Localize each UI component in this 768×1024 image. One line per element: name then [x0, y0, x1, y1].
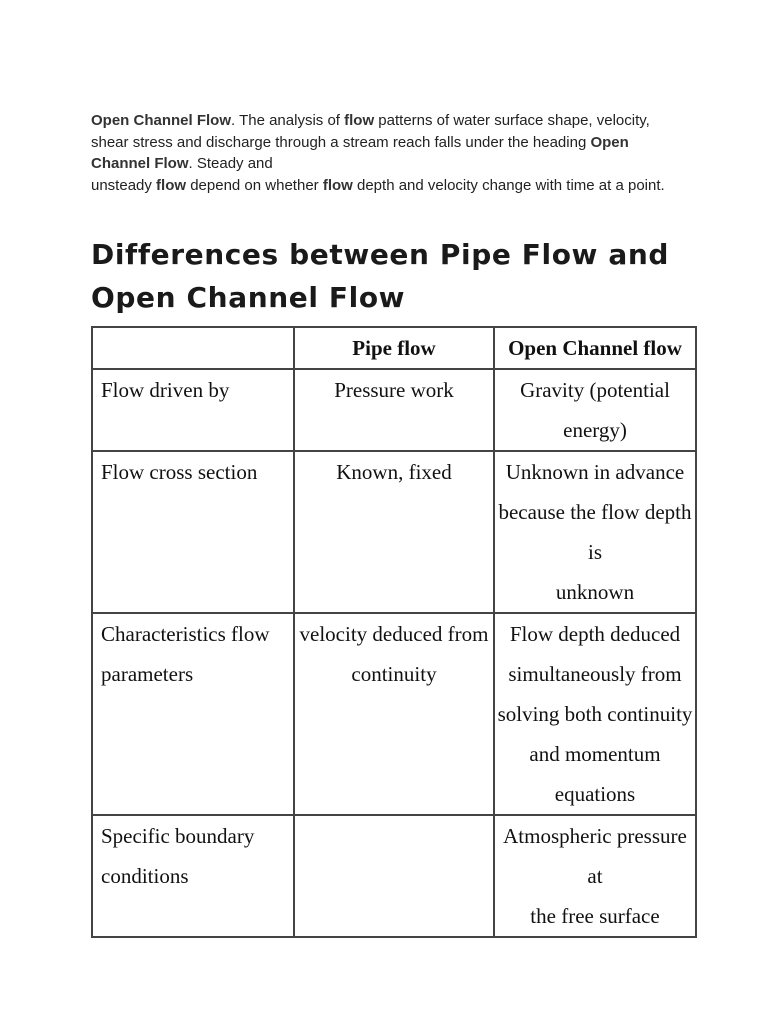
table-row	[92, 369, 696, 451]
table-row	[92, 815, 696, 937]
intro-text: . The analysis of	[231, 112, 345, 129]
open-channel-cell: Unknown in advance because the flow depth is unknown	[494, 451, 696, 613]
row-label: Characteristics flow parameters	[92, 613, 294, 815]
table-row	[92, 451, 696, 613]
comparison-table	[91, 326, 697, 938]
intro-bold-term: Open Channel Flow	[91, 133, 629, 172]
intro-bold-term: flow	[156, 176, 187, 194]
section-heading: Differences between Pipe Flow and Open Channel Flow	[91, 238, 670, 314]
row-label: Specific boundary conditions	[92, 815, 294, 937]
intro-text: depend on whether	[186, 176, 323, 194]
open-channel-cell: Flow depth deduced simultaneously from solving both continuity and momentum equations	[494, 613, 696, 815]
row-label: Flow driven by	[92, 369, 294, 451]
intro-text: patterns of water surface shape, velocity, shear stress and discharge through a stream reach falls under the heading	[91, 112, 650, 151]
intro-text: unsteady	[91, 176, 157, 194]
header-cell-empty	[92, 327, 294, 369]
pipe-flow-cell	[294, 815, 494, 937]
open-channel-cell: Atmospheric pressure at the free surface	[494, 815, 696, 937]
row-label: Flow cross section	[92, 451, 294, 613]
intro-bold-term: Open Channel Flow	[91, 112, 232, 129]
intro-text: . Steady and	[188, 155, 273, 172]
intro-text: depth and velocity change with time at a point.	[352, 176, 665, 194]
comparison-table-image	[91, 326, 695, 928]
intro-bold-term: flow	[322, 176, 353, 194]
header-cell-open-channel-flow: Open Channel flow	[494, 327, 696, 369]
pipe-flow-cell: Known, fixed	[294, 451, 494, 613]
pipe-flow-cell: Pressure work	[294, 369, 494, 451]
header-cell-pipe-flow: Pipe flow	[294, 327, 494, 369]
intro-bold-term: flow	[344, 112, 375, 129]
intro-paragraph	[91, 110, 691, 196]
pipe-flow-cell: velocity deduced from continuity	[294, 613, 494, 815]
table-header-row	[92, 327, 696, 369]
open-channel-cell: Gravity (potential energy)	[494, 369, 696, 451]
table-row	[92, 613, 696, 815]
